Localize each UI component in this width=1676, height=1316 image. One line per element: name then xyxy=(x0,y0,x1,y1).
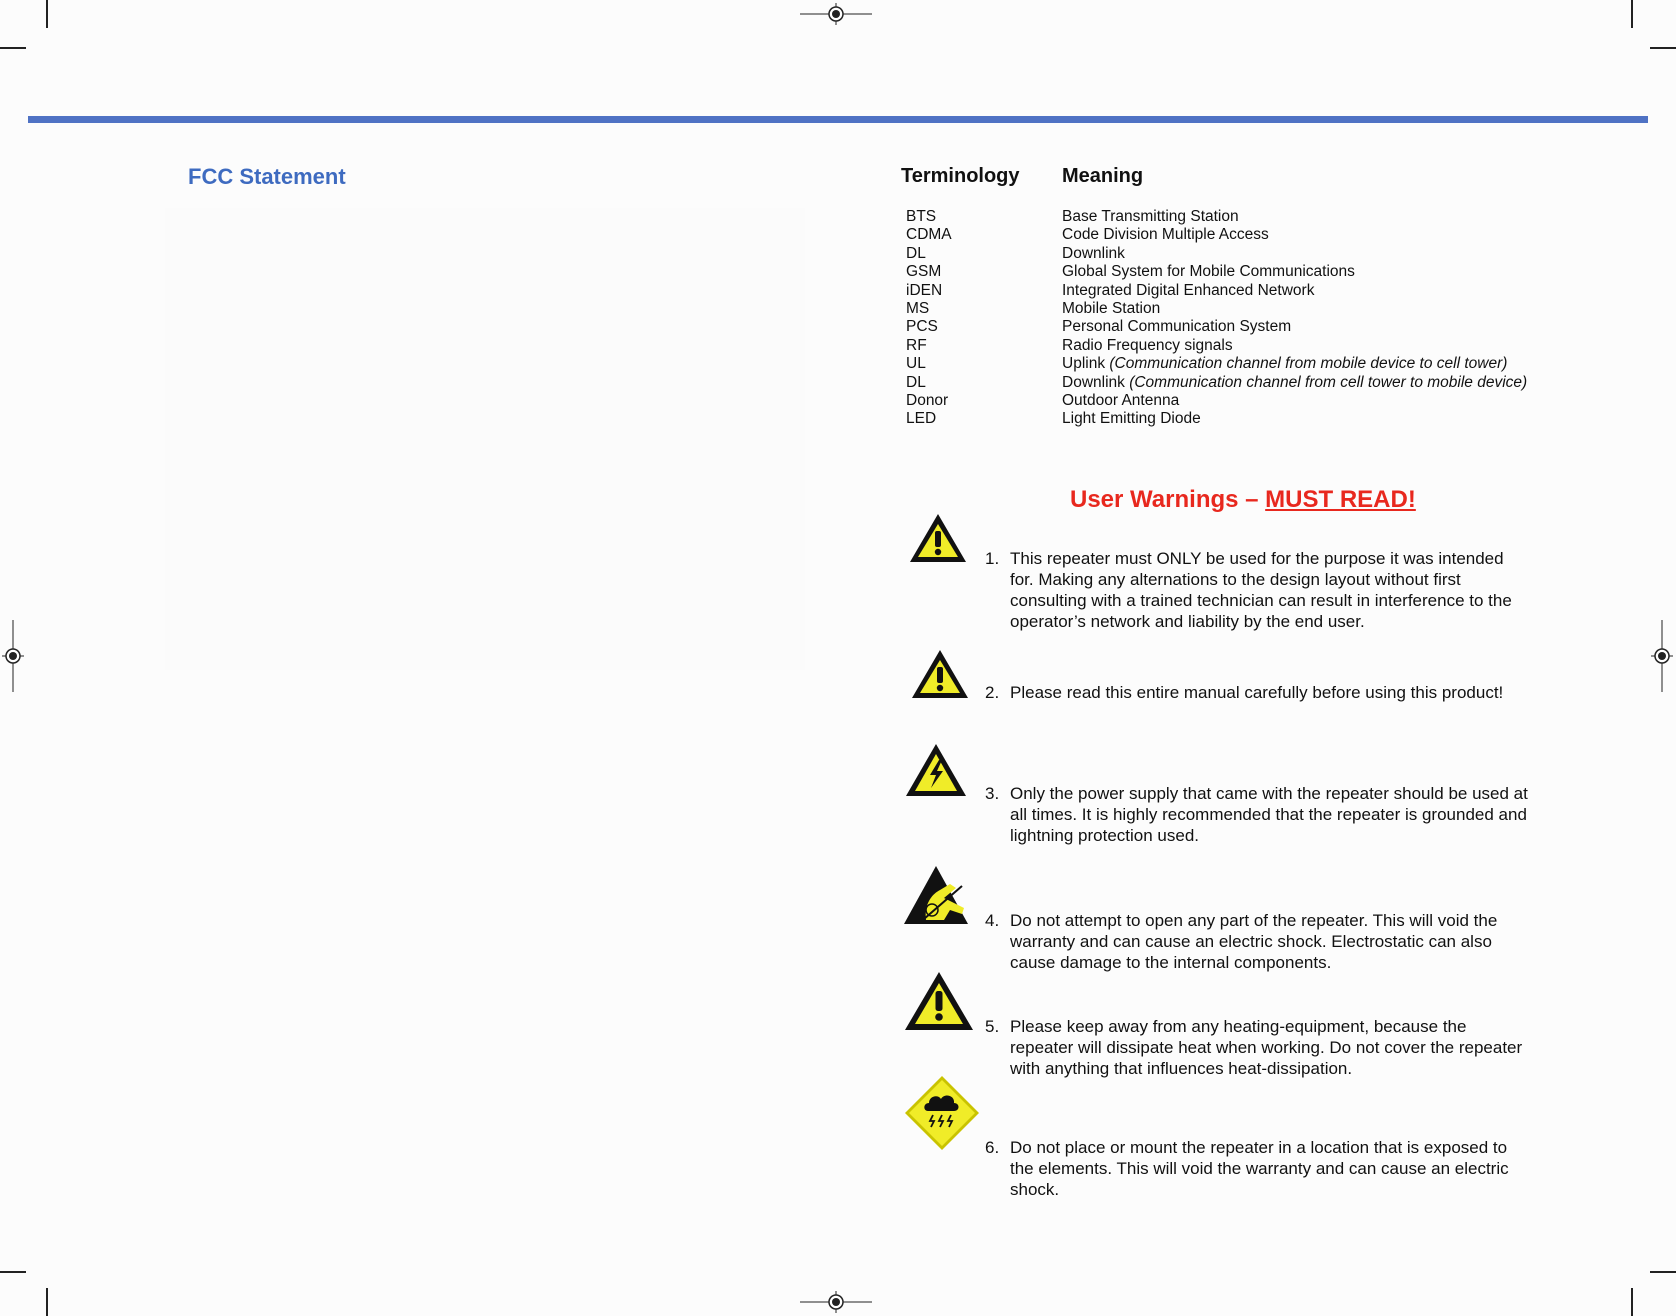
meaning-note: (Communication channel from cell tower to mobile device) xyxy=(1129,373,1528,391)
terminology-row xyxy=(906,337,1527,355)
term: DL xyxy=(906,244,926,262)
term: iDEN xyxy=(906,281,943,299)
terminology-row xyxy=(906,245,1527,263)
warning-number: 4. xyxy=(985,911,1000,930)
warning-item-2 xyxy=(985,682,1530,703)
meaning: Radio Frequency signals xyxy=(1062,336,1233,354)
term: LED xyxy=(906,410,937,428)
warnings-title-prefix: User Warnings – xyxy=(1070,486,1266,513)
exclamation-warning-icon xyxy=(903,970,975,1032)
meaning: Uplink xyxy=(1062,355,1106,373)
warning-text: Do not attempt to open any part of the repeater. This will void the warranty and can cause an electric shock. Electrostatic can also cause damage to the internal components. xyxy=(1010,911,1498,972)
crop-mark xyxy=(46,1288,48,1316)
warning-item-3 xyxy=(985,783,1530,846)
electrostatic-hand-icon xyxy=(904,864,976,926)
term: UL xyxy=(906,355,926,373)
terminology-column-header: Terminology xyxy=(901,165,1020,187)
warning-item-6 xyxy=(985,1137,1530,1200)
crop-mark xyxy=(1631,0,1633,28)
terminology-row xyxy=(906,282,1527,300)
term: GSM xyxy=(906,263,942,281)
warning-text: Do not place or mount the repeater in a location that is exposed to the elements. This will void the warranty and can cause an electric shock. xyxy=(1010,1138,1509,1199)
header-rule xyxy=(28,116,1648,123)
registration-mark-icon xyxy=(800,3,872,25)
registration-mark-icon xyxy=(1651,620,1673,692)
terminology-row xyxy=(906,374,1527,392)
meaning: Mobile Station xyxy=(1062,300,1161,318)
warning-number: 6. xyxy=(985,1138,1000,1157)
meaning: Integrated Digital Enhanced Network xyxy=(1062,281,1315,299)
crop-mark xyxy=(1650,1271,1676,1273)
registration-mark-icon xyxy=(800,1291,872,1313)
meaning: Code Division Multiple Access xyxy=(1062,226,1269,244)
terminology-row xyxy=(906,263,1527,281)
crop-mark xyxy=(1650,47,1676,49)
term: DL xyxy=(906,373,926,391)
warning-text: Only the power supply that came with the repeater should be used at all times. It is highly recommended that the repeater is grounded and lightning protection used. xyxy=(1010,784,1528,845)
crop-mark xyxy=(0,47,26,49)
warning-number: 5. xyxy=(985,1017,1000,1036)
term: CDMA xyxy=(906,226,952,244)
term: BTS xyxy=(906,208,937,225)
meaning: Downlink xyxy=(1062,244,1125,262)
warning-number: 3. xyxy=(985,784,1000,803)
warning-text: Please read this entire manual carefully before using this product! xyxy=(1010,683,1504,702)
fcc-statement-heading: FCC Statement xyxy=(188,164,346,189)
meaning: Base Transmitting Station xyxy=(1062,208,1239,225)
terminology-row xyxy=(906,410,1527,428)
warning-number: 1. xyxy=(985,549,1000,568)
user-warnings-heading xyxy=(1070,486,1416,514)
exclamation-warning-icon xyxy=(908,512,968,564)
terminology-row xyxy=(906,300,1527,318)
term: PCS xyxy=(906,318,938,336)
warning-number: 2. xyxy=(985,683,1000,702)
crop-mark xyxy=(0,1271,26,1273)
warning-text: Please keep away from any heating-equipment, because the repeater will dissipate heat when working. Do not cover the repeater with anything that influences heat-dissipation. xyxy=(1010,1017,1523,1078)
warning-text: This repeater must ONLY be used for the purpose it was intended for. Making any alternations to the design layout without first consulting with a trained technician can result in interference to the operator’s network and liability by the end user. xyxy=(1010,549,1512,631)
warning-item-5 xyxy=(985,1016,1530,1079)
must-read-emphasis: MUST READ! xyxy=(1265,486,1416,513)
meaning-note: (Communication channel from mobile device to cell tower) xyxy=(1109,355,1508,373)
terminology-row xyxy=(906,226,1527,244)
term: RF xyxy=(906,336,927,354)
terminology-row xyxy=(906,318,1527,336)
meaning-column-header: Meaning xyxy=(1062,165,1144,187)
crop-mark xyxy=(46,0,48,28)
meaning: Personal Communication System xyxy=(1062,318,1292,336)
fcc-statement-body xyxy=(165,208,805,670)
terminology-table xyxy=(906,208,1527,429)
exclamation-warning-icon xyxy=(910,648,970,700)
meaning: Light Emitting Diode xyxy=(1062,410,1201,428)
meaning: Global System for Mobile Communications xyxy=(1062,263,1355,281)
terminology-row xyxy=(906,392,1527,410)
meaning: Outdoor Antenna xyxy=(1062,392,1180,410)
warning-item-1 xyxy=(985,548,1530,632)
registration-mark-icon xyxy=(2,620,24,692)
term: Donor xyxy=(906,392,949,410)
terminology-row xyxy=(906,208,1527,226)
meaning: Downlink xyxy=(1062,373,1125,391)
storm-weather-icon xyxy=(904,1075,980,1151)
crop-mark xyxy=(1631,1288,1633,1316)
term: MS xyxy=(906,300,930,318)
electric-shock-icon xyxy=(904,742,968,798)
warning-item-4 xyxy=(985,910,1530,973)
terminology-row xyxy=(906,355,1527,373)
